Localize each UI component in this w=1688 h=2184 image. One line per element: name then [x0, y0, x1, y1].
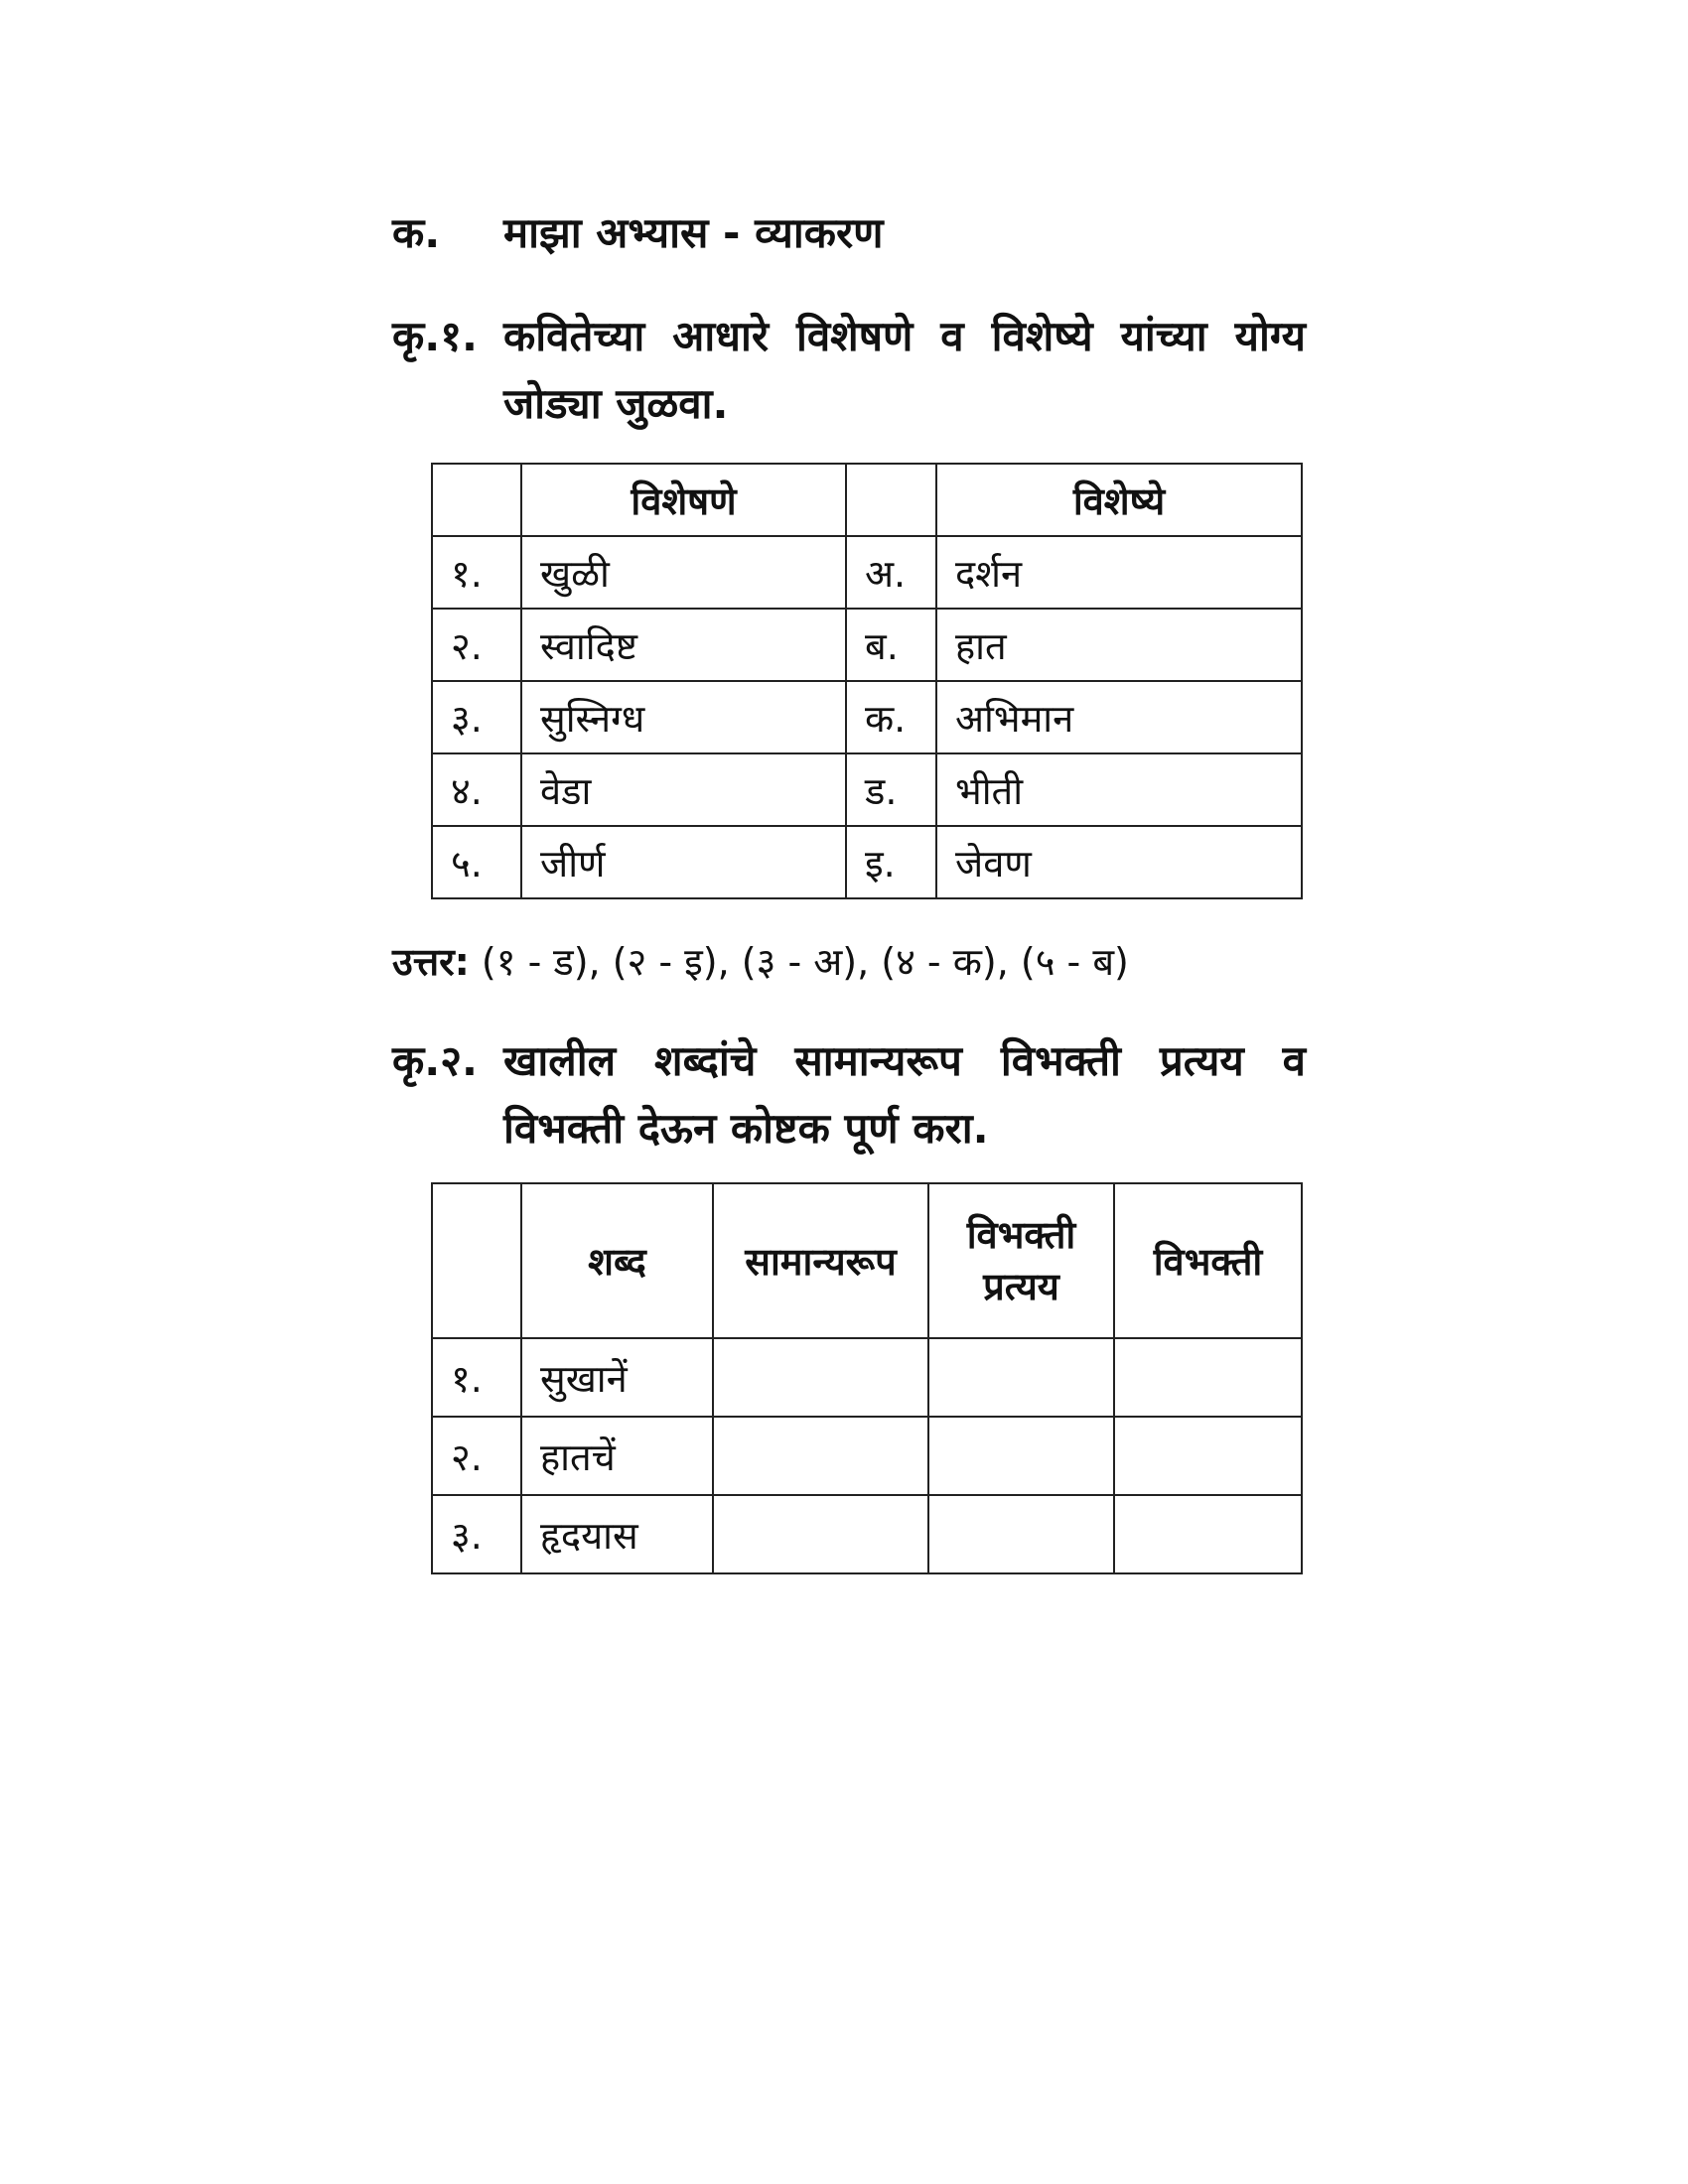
- table-row: [432, 1338, 1302, 1417]
- case-header-blank: [432, 1183, 521, 1338]
- match-table: [431, 463, 1303, 899]
- answer-label: उत्तर:: [392, 940, 470, 984]
- case-cell: [1114, 1338, 1302, 1417]
- noun-cell: अभिमान: [936, 681, 1302, 753]
- adjective-cell: जीर्ण: [521, 826, 846, 898]
- answer-text: (१ - ड), (२ - इ), (३ - अ), (४ - क), (५ - ब): [481, 940, 1129, 984]
- case-header-word: शब्द: [521, 1183, 713, 1338]
- row-number: ३.: [432, 1495, 521, 1573]
- case-cell: [1114, 1417, 1302, 1495]
- section-heading: [392, 204, 884, 260]
- row-number: ३.: [432, 681, 521, 753]
- case-cell: [1114, 1495, 1302, 1573]
- case-header-suffix: विभक्ती प्रत्यय: [928, 1183, 1114, 1338]
- suffix-cell: [928, 1338, 1114, 1417]
- noun-cell: भीती: [936, 753, 1302, 826]
- table-row: [432, 536, 1302, 609]
- table-row: [432, 681, 1302, 753]
- table-row: [432, 1417, 1302, 1495]
- table-row: [432, 753, 1302, 826]
- match-header-blank-2: [846, 464, 936, 536]
- word-cell: हातचें: [521, 1417, 713, 1495]
- row-letter: ब.: [846, 609, 936, 681]
- match-header-nouns: विशेष्ये: [936, 464, 1302, 536]
- question-1: [392, 303, 1306, 438]
- word-cell: हृदयास: [521, 1495, 713, 1573]
- question-2-number: कृ.२.: [392, 1036, 479, 1085]
- adjective-cell: खुळी: [521, 536, 846, 609]
- word-cell: सुखानें: [521, 1338, 713, 1417]
- question-2: [392, 1027, 1306, 1162]
- row-letter: क.: [846, 681, 936, 753]
- row-number: २.: [432, 1417, 521, 1495]
- question-1-text: कवितेच्या आधारे विशेषणे व विशेष्ये यांच्या योग्य जोड्या जुळवा.: [503, 312, 1306, 428]
- adjective-cell: सुस्निग्ध: [521, 681, 846, 753]
- match-table-header: [432, 464, 1302, 536]
- row-letter: इ.: [846, 826, 936, 898]
- row-number: १.: [432, 536, 521, 609]
- match-header-adjectives: विशेषणे: [521, 464, 846, 536]
- row-number: ५.: [432, 826, 521, 898]
- row-letter: अ.: [846, 536, 936, 609]
- noun-cell: हात: [936, 609, 1302, 681]
- match-header-blank-1: [432, 464, 521, 536]
- case-header-common-form: सामान्यरूप: [713, 1183, 928, 1338]
- suffix-cell: [928, 1417, 1114, 1495]
- row-letter: ड.: [846, 753, 936, 826]
- answer-line: [392, 935, 1129, 987]
- section-mark: क.: [392, 208, 441, 257]
- row-number: १.: [432, 1338, 521, 1417]
- common-form-cell: [713, 1338, 928, 1417]
- table-row: [432, 826, 1302, 898]
- section-title: माझा अभ्यास - व्याकरण: [503, 208, 884, 257]
- case-table-header: [432, 1183, 1302, 1338]
- table-row: [432, 1495, 1302, 1573]
- common-form-cell: [713, 1495, 928, 1573]
- question-2-text: खालील शब्दांचे सामान्यरूप विभक्ती प्रत्यय व विभक्ती देऊन कोष्टक पूर्ण करा.: [503, 1036, 1306, 1153]
- table-row: [432, 609, 1302, 681]
- row-number: ४.: [432, 753, 521, 826]
- suffix-cell: [928, 1495, 1114, 1573]
- case-header-case: विभक्ती: [1114, 1183, 1302, 1338]
- common-form-cell: [713, 1417, 928, 1495]
- noun-cell: जेवण: [936, 826, 1302, 898]
- noun-cell: दर्शन: [936, 536, 1302, 609]
- adjective-cell: स्वादिष्ट: [521, 609, 846, 681]
- adjective-cell: वेडा: [521, 753, 846, 826]
- case-table: [431, 1182, 1303, 1574]
- question-1-number: कृ.१.: [392, 312, 479, 360]
- row-number: २.: [432, 609, 521, 681]
